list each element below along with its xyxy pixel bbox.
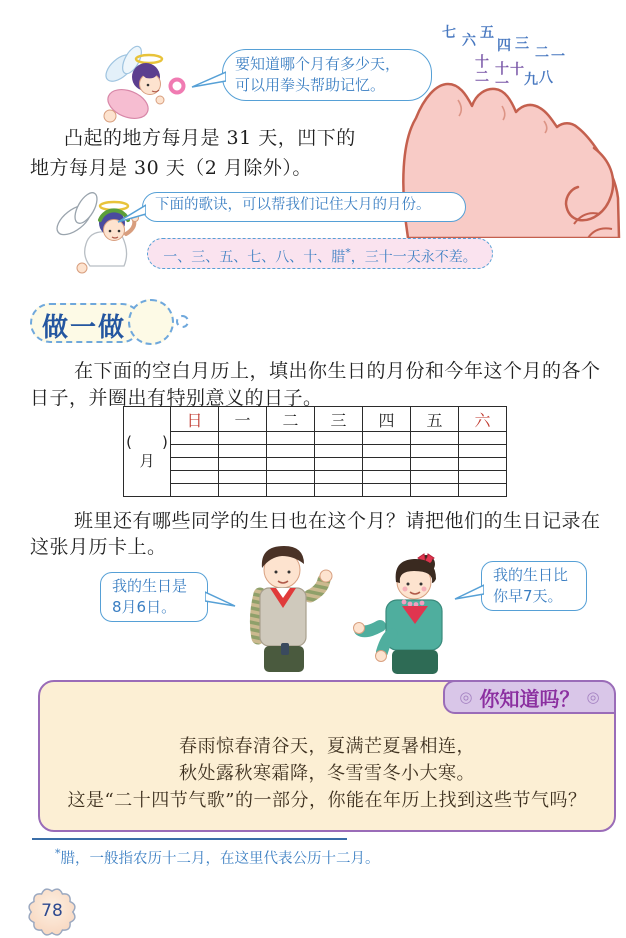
footnote-divider [32, 838, 347, 840]
boy-icon [226, 540, 354, 676]
day-header-fri: 五 [411, 407, 459, 432]
valley-label-11: 十一 [493, 61, 509, 91]
ring-icon: ◎ [586, 688, 600, 706]
girl-illustration [352, 548, 478, 676]
know-box-line1: 春雨惊春清谷天，夏满芒夏暑相连， [179, 736, 475, 757]
knuckle-label-5: 五 [480, 25, 494, 41]
fairy-bubble-line1: 要知道哪个月有多少天， [235, 55, 401, 73]
girl-bubble-line2: 你早7天。 [493, 587, 563, 605]
angel-speech-bubble [142, 192, 466, 222]
do-it-header [30, 299, 180, 347]
paragraph-days-line1: 凸起的地方每月是 31 天，凹下的 [64, 127, 356, 149]
day-header-tue: 二 [267, 407, 315, 432]
know-box [38, 680, 616, 832]
paragraph-classmates-line2: 这张月历卡上。 [30, 536, 167, 558]
calendar-blank-row [124, 471, 507, 484]
girl-speech-bubble [481, 561, 587, 611]
day-header-sun: 日 [171, 407, 219, 432]
calendar-blank-row [124, 458, 507, 471]
calendar-month-cell [124, 407, 171, 497]
boy-speech-bubble [100, 572, 208, 622]
month-paren: ( ) [126, 432, 168, 451]
footnote-body: 腊，一般指农历十二月，在这里代表公历十二月。 [60, 851, 380, 867]
rhyme-capsule [147, 238, 493, 269]
valley-label-8: 八 [539, 70, 553, 86]
bubble-tail-icon [116, 202, 146, 224]
paragraph-classmates-line1: 班里还有哪些同学的生日也在这个月？请把他们的生日记录在 [74, 510, 601, 532]
day-header-sat: 六 [459, 407, 507, 432]
boy-bubble-line2: 8月6日。 [112, 598, 177, 616]
rhyme-star: * [345, 246, 351, 259]
day-header-wed: 三 [315, 407, 363, 432]
rhyme-part2: ，三十一天永不差。 [350, 249, 477, 266]
calendar-blank-row [124, 432, 507, 445]
girl-bubble-line1: 我的生日比 [493, 566, 569, 584]
do-it-circle [128, 299, 174, 345]
knuckle-label-4: 四 [497, 38, 511, 54]
knuckle-label-3: 三 [515, 36, 529, 52]
calendar-blank-row [124, 484, 507, 497]
knuckle-label-7: 七 [442, 25, 456, 41]
day-header-thu: 四 [363, 407, 411, 432]
ring-icon: ◎ [459, 688, 473, 706]
know-box-title: 你知道吗？ [479, 686, 580, 711]
calendar-header-row [124, 407, 507, 432]
footnote-star: * [55, 847, 61, 861]
know-box-tab [443, 680, 616, 714]
paragraph-days-line2: 地方每月是 30 天（2 月除外）。 [30, 157, 312, 179]
footnote-text [55, 847, 380, 868]
calendar-blank-row [124, 445, 507, 458]
rhyme-part1: 一、三、五、七、八、十、腊 [163, 249, 346, 266]
do-it-dot [176, 315, 189, 328]
page-number: 78 [41, 901, 63, 921]
page-number-badge [26, 886, 78, 938]
bubble-tail-icon [190, 69, 226, 89]
angel-bubble-text: 下面的歌诀，可以帮我们记住大月的月份。 [155, 197, 431, 213]
boy-bubble-line1: 我的生日是 [112, 577, 188, 595]
knuckle-label-2: 二 [535, 45, 549, 61]
paragraph-task-line2: 日子，并圈出有特别意义的日子。 [30, 387, 323, 409]
girl-icon [352, 548, 478, 676]
valley-label-10: 十 [510, 62, 524, 78]
know-box-line2: 秋处露秋寒霜降，冬雪雪冬小大寒。 [179, 763, 475, 784]
fairy-bubble-line2: 可以用拳头帮助记忆。 [235, 76, 386, 94]
paragraph-task-line1: 在下面的空白月历上，填出你生日的月份和今年这个月的各个 [74, 360, 601, 382]
knuckle-label-1: 一 [551, 49, 565, 65]
calendar-table [123, 406, 507, 497]
knuckle-label-6: 六 [462, 33, 476, 49]
know-box-line3: 这是“二十四节气歌”的一部分，你能在年历上找到这些节气吗？ [67, 790, 587, 811]
month-char: 月 [139, 451, 155, 470]
valley-label-12: 十二 [473, 54, 489, 84]
boy-illustration [226, 540, 354, 676]
do-it-label: 做一做 [42, 313, 127, 343]
day-header-mon: 一 [219, 407, 267, 432]
valley-label-9: 九 [524, 72, 538, 88]
